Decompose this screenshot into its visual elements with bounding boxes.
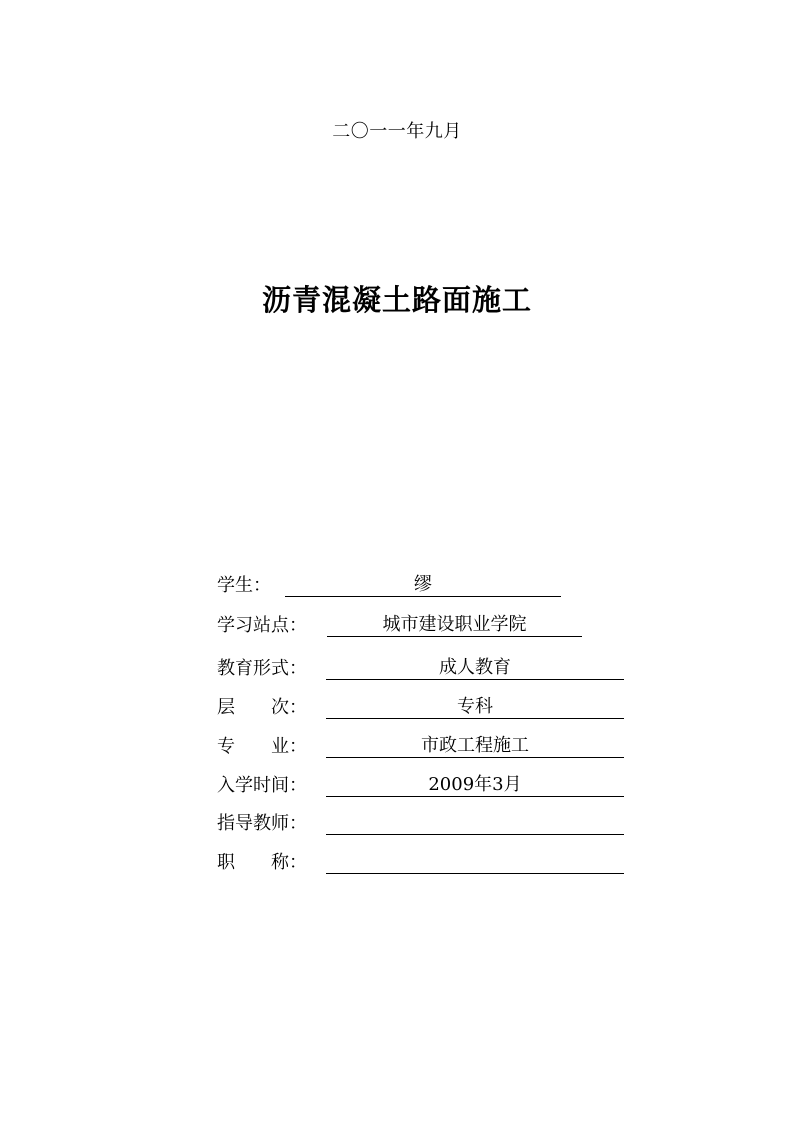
field-label: 入学时间： (217, 775, 307, 796)
field-label: 层 次： (217, 697, 307, 718)
field-label: 学习站点： (217, 615, 307, 636)
field-value: 成人教育 (326, 657, 624, 680)
document-title: 沥青混凝土路面施工 (261, 283, 532, 317)
field-value: 专科 (326, 696, 624, 719)
document-date: 二〇一一年九月 (332, 121, 462, 142)
field-value: 缪 (285, 574, 561, 597)
field-value: 城市建设职业学院 (327, 614, 582, 637)
field-value: 市政工程施工 (326, 735, 624, 758)
field-label: 学生： (217, 575, 271, 596)
field-value (326, 812, 624, 835)
field-label: 专 业： (217, 736, 307, 757)
field-value (326, 851, 624, 874)
field-value: 2009年3月 (326, 774, 624, 797)
field-label: 职 称： (217, 852, 307, 873)
field-label: 教育形式： (217, 658, 307, 679)
field-label: 指导教师： (217, 813, 307, 834)
